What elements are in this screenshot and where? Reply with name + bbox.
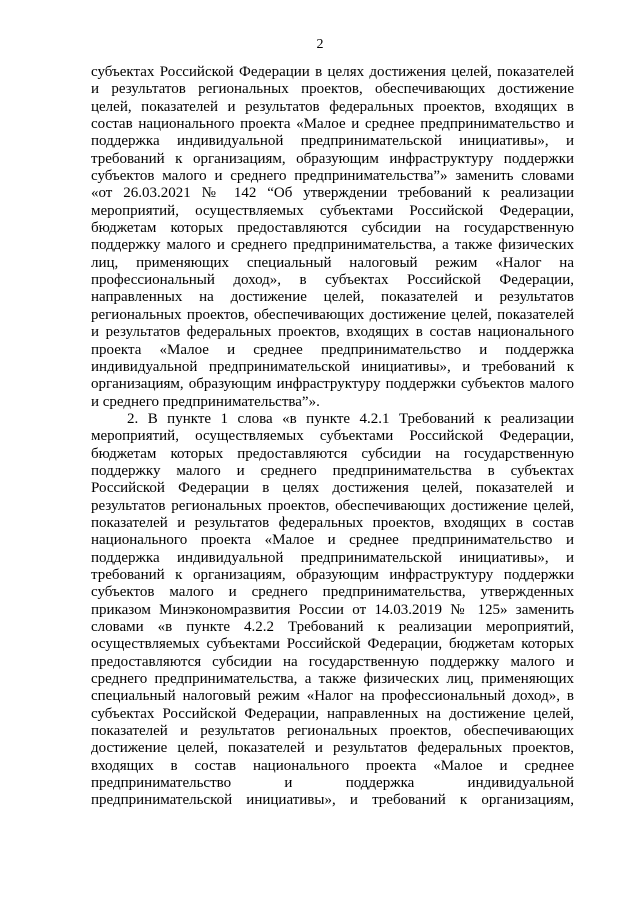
text-line: организациям, образующим инфраструктуру поддержки субъектов малого [91,376,574,393]
text-line: предпринимательство и поддержка индивидуальной [91,775,574,792]
text-line: осуществляемых субъектами Российской Федерации, бюджетам которых [91,636,574,653]
text-line: предоставляются субсидии на государственную поддержку малого и [91,653,574,670]
text-line: достижение целей, показателей и результатов федеральных проектов, [91,740,574,757]
text-line: среднего предпринимательства, а также физических лиц, применяющих [91,671,574,688]
text-line: проекта «Малое и среднее предпринимательство и поддержка [91,341,574,358]
text-line: мероприятий, осуществляемых субъектами Российской Федерации, [91,428,574,445]
text-line: приказом Минэкономразвития России от 14.03.2019 № 125» заменить [91,601,574,618]
text-line: «от 26.03.2021 № 142 “Об утверждении требований к реализации [91,185,574,202]
text-line: и среднего предпринимательства”». [91,393,320,410]
text-line: индивидуальной предпринимательской инициативы», и требований к [91,358,574,375]
text-line: предпринимательской инициативы», и требований к организациям, [91,792,574,809]
text-line: поддержку малого и среднего предпринимательства, а также физических [91,237,574,254]
text-line: региональных проектов, обеспечивающих достижение целей, показателей [91,306,574,323]
text-line: бюджетам которых предоставляются субсидии на государственную [91,220,574,237]
text-line: поддержка индивидуальной предпринимательской инициативы», и [91,549,574,566]
text-line: состав национального проекта «Малое и среднее предпринимательство и [91,116,574,133]
text-line: результатов региональных проектов, обеспечивающих достижение целей, [91,497,574,514]
text-line: Российской Федерации в целях достижения целей, показателей и [91,480,574,497]
page-number: 2 [316,37,324,52]
text-line: профессиональный доход», в субъектах Российской Федерации, [91,272,574,289]
text-line: национального проекта «Малое и среднее предпринимательство и [91,532,574,549]
text-line: лиц, применяющих специальный налоговый режим «Налог на [91,254,574,271]
text-line: и результатов федеральных проектов, входящих в состав национального [91,324,574,341]
text-line: требований к организациям, образующим инфраструктуру поддержки [91,566,574,583]
text-line: субъектах Российской Федерации, направленных на достижение целей, [91,705,574,722]
text-line: словами «в пункте 4.2.2 Требований к реализации мероприятий, [91,619,574,635]
text-line: субъектов малого и среднего предпринимательства”» заменить словами [91,168,574,185]
text-line: показателей и результатов федеральных проектов, входящих в состав [91,514,574,531]
text-line: требований к организациям, образующим инфраструктуру поддержки [91,150,574,167]
text-line: входящих в состав национального проекта «Малое и среднее [91,757,574,774]
text-line: бюджетам которых предоставляются субсидии на государственную [91,445,574,462]
text-line: показателей и результатов региональных проектов, обеспечивающих [91,723,574,740]
text-line: субъектов малого и среднего предпринимательства, утвержденных [91,584,574,601]
text-line: и результатов региональных проектов, обеспечивающих достижение [91,81,574,98]
text-line: поддержку малого и среднего предпринимательства в субъектах [91,462,574,479]
text-line: направленных на достижение целей, показателей и результатов [91,289,574,306]
text-line: поддержка индивидуальной предпринимательской инициативы», и [91,133,574,150]
text-line: мероприятий, осуществляемых субъектами Российской Федерации, [91,202,574,219]
text-line: специальный налоговый режим «Налог на профессиональный доход», в [91,688,574,705]
paragraph-start-line: 2. В пункте 1 слова «в пункте 4.2.1 Требований к реализации [127,410,574,427]
text-line: субъектах Российской Федерации в целях достижения целей, показателей [91,64,574,80]
text-line: целей, показателей и результатов федеральных проектов, входящих в [91,98,574,115]
document-body [91,64,574,810]
